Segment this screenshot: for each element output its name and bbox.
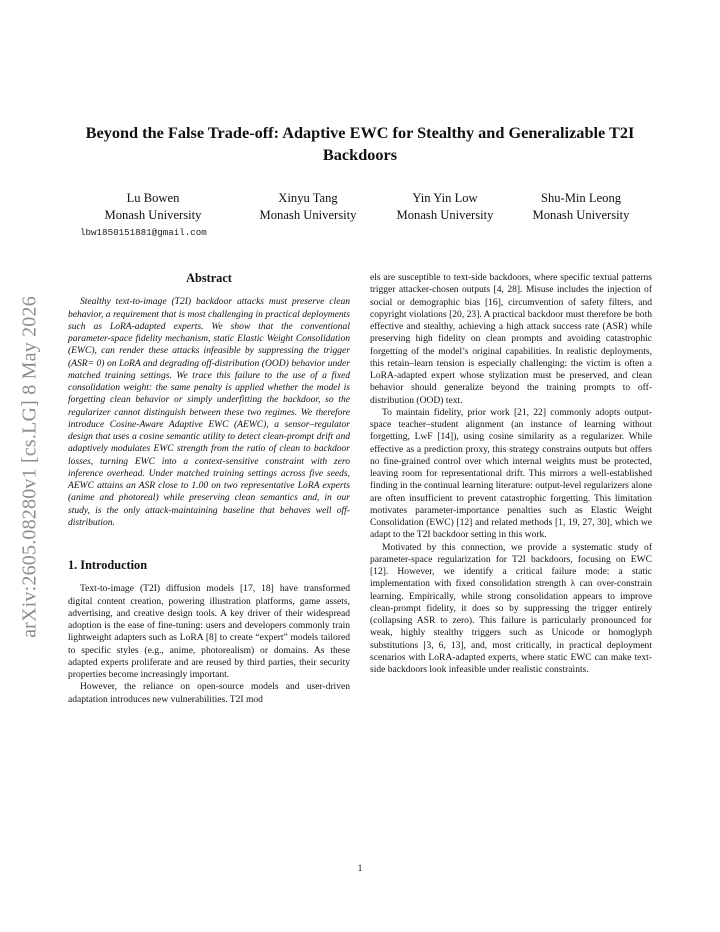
paper-title: Beyond the False Trade-off: Adaptive EWC for Stealthy and Generalizable T2I Backdoors [85,123,635,164]
author-name: Yin Yin Low [412,191,478,205]
left-column [68,272,350,706]
author-affiliation: Monash University [532,208,630,222]
abstract-text: Stealthy text-to-image (T2I) backdoor attacks must preserve clean behavior, a requirement that is most challenging in practical deployments such as LoRA-adapted experts. We show that the conventional parameter-space fidelity mechanism, static Elastic Weight Consolidation (EWC), can render these attacks infeasible by suppressing the trigger (ASR= 0) on LoRA and degrading off-distribution (OOD) behavior under matched training settings. We trace this failure to the use of a fixed consolidation weight: the same penalty is applied whether the model is forgetting clean behavior or simply underfitting the backdoor, so the regularizer cannot distinguish between these two regimes. We therefore introduce Cosine-Aware Adaptive EWC (AEWC), a sensor–regulator design that uses a cosine semantic utility to detect clean-prompt drift and adaptively modulates EWC strength from the ratio of clean to backdoor losses, turning EWC into a context-sensitive constraint with zero inference overhead. Under matched training settings across five seeds, AEWC attains an ASR close to 1.00 on two representative LoRA experts (anime and photoreal) while preserving clean semantics and, in our study, is the only attack-maintaining baseline that behaves well off-distribution. [68,296,350,528]
right-column [370,272,652,676]
author-email[interactable]: lbw1850151881@gmail.com [80,227,207,238]
page-number: 1 [357,864,363,874]
arxiv-sidebar [10,262,50,672]
intro-paragraph-3: To maintain fidelity, prior work [21, 22] commonly adopts output-space teacher–student alignment (an instance of learning without forgetting, LwF [14]), using cosine similarity as a regularizer. While effective as a prediction proxy, this strategy constrains outputs but offers no fine-grained control over which internal weights must be protected, leaving room for representational drift. This mirrors a well-established finding in the continual learning literature: output-level regularizers alone are often insufficient to prevent catastrophic forgetting. This limitation motivates parameter-importance penalties such as Elastic Weight Consolidation (EWC) [12] and related methods [1, 19, 27, 30], which we adapt to the T2I backdoor setting in this work. [370,406,652,541]
author-3 [380,190,510,224]
author-1 [88,190,218,224]
intro-paragraph-2-start: However, the reliance on open-source models and user-driven adaptation introduces new vulnerabilities. T2I mod [68,681,350,705]
introduction-heading: 1. Introduction [68,558,148,572]
intro-paragraph-1: Text-to-image (T2I) diffusion models [17, 18] have transformed digital content creation, powering illustration platforms, game assets, advertising, and creative design tools. A key driver of their widespread adoption is the ease of fine-tuning: users and developers commonly train lightweight adapters such as LoRA [8] to create “expert” models tailored to specific styles (e.g., anime, photorealism) or domains. As these adapted experts proliferate and are reused by third parties, their security properties become increasingly important. [68,583,350,680]
author-name: Xinyu Tang [278,191,338,205]
author-name: Lu Bowen [126,191,180,205]
intro-paragraph-4: Motivated by this connection, we provide a systematic study of parameter-space regularization for T2I backdoors, focusing on EWC [12]. However, we identify a critical failure mode: a static implementation with fixed consolidation strength λ can over-constrain learning. Empirically, while strong consolidation appears to improve clean-prompt fidelity, it does so by suppressing the trigger entirely (collapsing ASR to zero). This failure is particularly pronounced for weak, highly stealthy triggers such as Unicode or homoglyph substitutions [3, 6, 13], and, most critically, in practical deployment scenarios with LoRA-adapted experts, where static EWC can make text-side backdoors look infeasible under realistic constraints. [370,541,652,675]
author-2 [243,190,373,224]
author-4 [516,190,646,224]
author-affiliation: Monash University [396,208,494,222]
abstract-heading: Abstract [186,271,232,285]
arxiv-identifier: arXiv:2605.08280v1 [cs.LG] 8 May 2026 [18,296,41,638]
author-name: Shu-Min Leong [540,191,622,205]
author-affiliation: Monash University [104,208,202,222]
intro-paragraph-2-cont: els are susceptible to text-side backdoors, where specific textual patterns trigger attacker-chosen outputs [4, 28]. Misuse includes the injection of social or demographic bias [16], circumvention of safety filters, and copyright violations [20, 23]. A practical backdoor must therefore be both effective and stealthy, achieving a high attack success rate (ASR) while preserving high fidelity on clean prompts and avoiding catastrophic forgetting of the model’s original capabilities. In realistic deployments, this retain–learn tension is especially challenging: the victim is often a LoRA-adapted expert whose stylization must be preserved, and clean behavior should generalize beyond the training prompts to off-distribution (OOD) text. [370,272,652,406]
author-affiliation: Monash University [259,208,357,222]
